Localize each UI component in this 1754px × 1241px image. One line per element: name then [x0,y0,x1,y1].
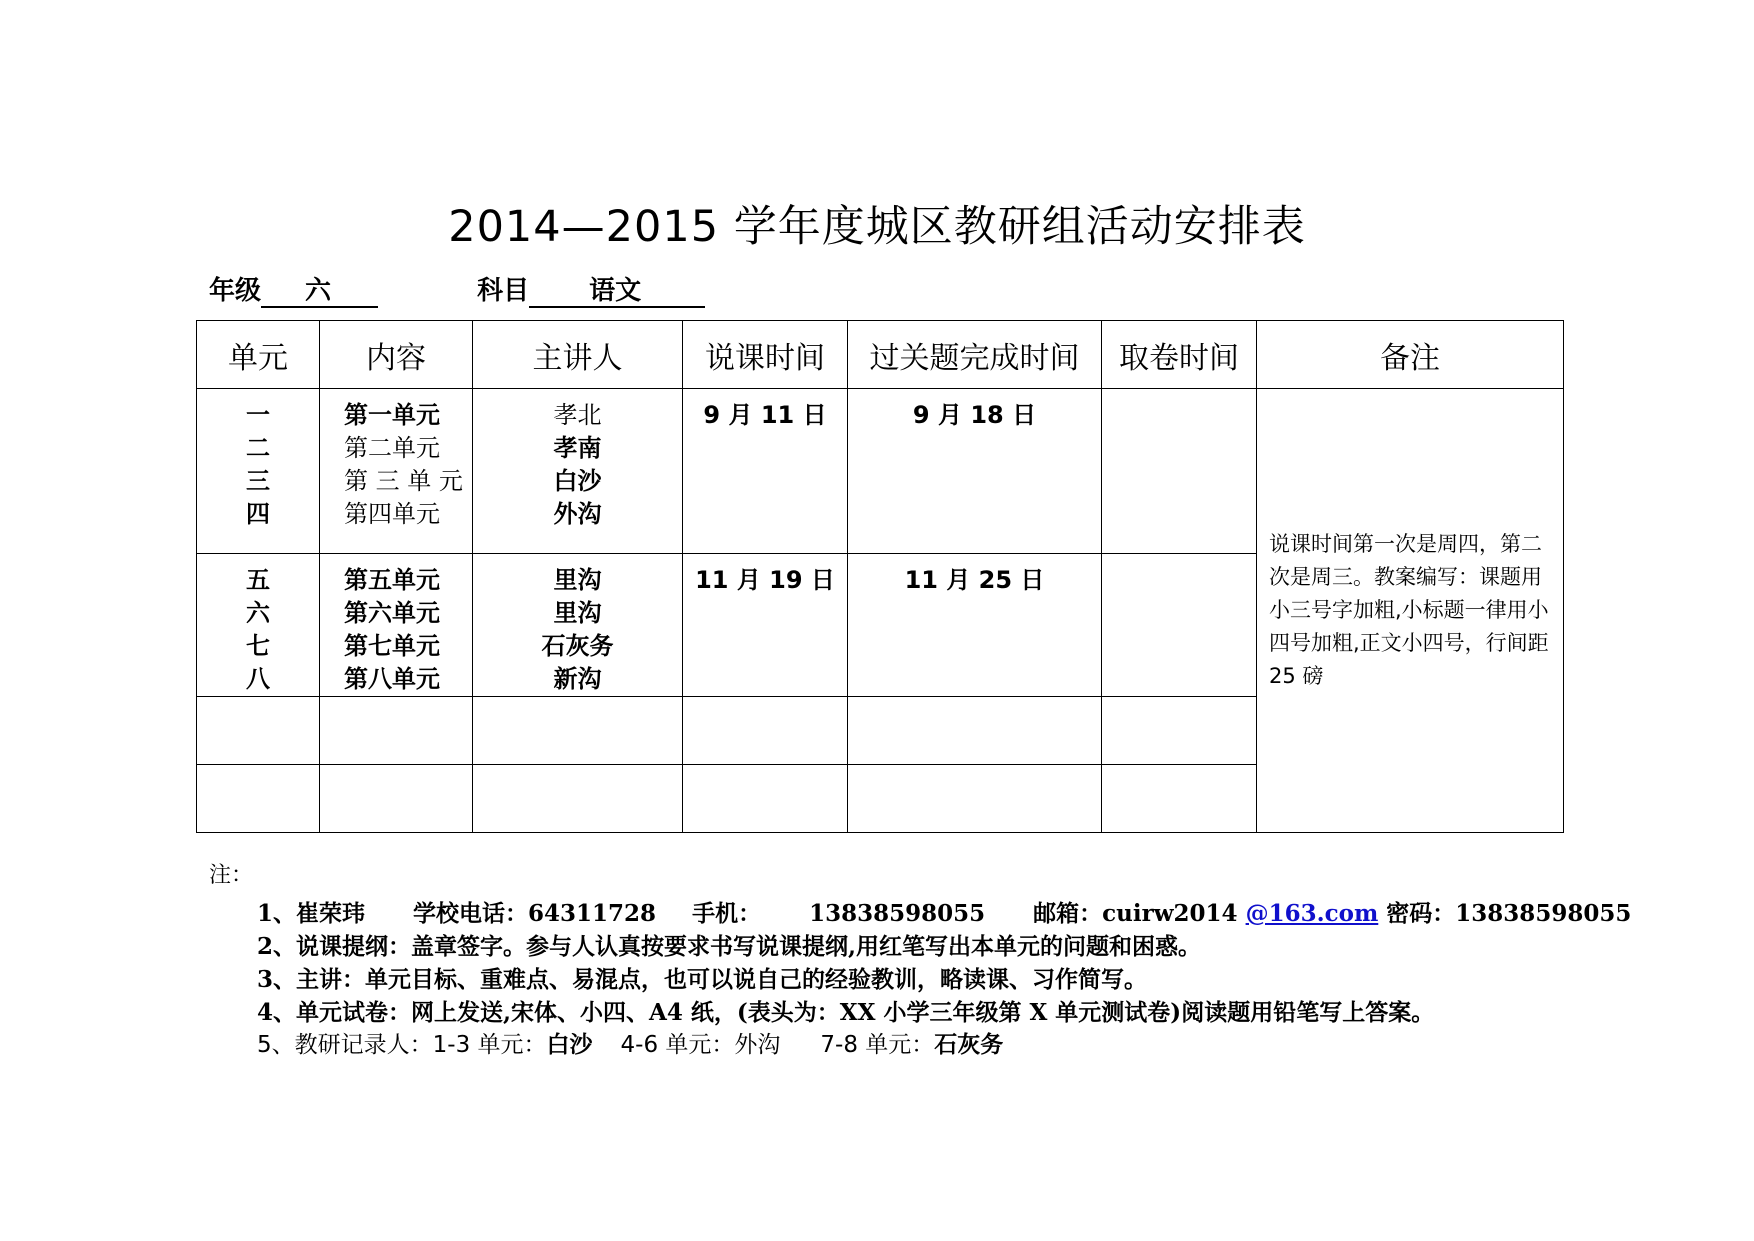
header-quiz-time: 过关题完成时间 [848,321,1102,389]
grade-value: 六 [261,276,378,308]
page-title: 2014—2015 学年度城区教研组活动安排表 [448,202,1306,252]
unit-cell [197,389,320,554]
talk-time-cell [683,389,848,554]
header-content: 内容 [320,321,473,389]
speaker-item: 孝北 [553,401,602,429]
table-row [197,389,1564,554]
content-cell [320,554,473,697]
quiz-time-cell [848,554,1102,697]
speaker-item: 里沟 [553,599,602,627]
content-item: 第一单元 [344,401,440,429]
content-item: 第二单元 [344,434,440,462]
quiz-time: 11 月 25 日 [904,566,1045,594]
unit-cell [197,554,320,697]
meta-row [209,270,705,308]
contact-name: 1、崔荣玮 [257,900,366,927]
schedule-table [196,320,1564,833]
header-remark: 备注 [1257,321,1564,389]
content-item: 第四单元 [344,500,440,528]
collect-time-cell [1102,389,1257,554]
unit-number: 六 [246,599,270,627]
recorder-1: 白沙 [546,1032,593,1058]
recorder-2: 4-6 单元：外沟 [620,1032,781,1058]
notes-section [209,858,1631,1062]
unit-number: 五 [246,566,270,594]
header-unit: 单元 [197,321,320,389]
recorder-3-label: 7-8 单元： [820,1032,935,1058]
speaker-item: 外沟 [553,500,602,528]
content-item: 第 三 单 元 [344,467,463,495]
speaker-item: 孝南 [553,434,602,462]
note-line-5 [209,1029,1631,1062]
note-line-4: 4、单元试卷：网上发送,宋体、小四、A4 纸，(表头为：XX 小学三年级第 X 单元测试卷)阅读题用铅笔写上答案。 [257,999,1435,1026]
speaker-item: 新沟 [553,665,602,693]
content-item: 第六单元 [344,599,440,627]
content-item: 第七单元 [344,632,440,660]
header-talk-time: 说课时间 [683,321,848,389]
speaker-item: 里沟 [553,566,602,594]
quiz-time: 9 月 18 日 [912,401,1037,429]
subject-value: 语文 [529,276,705,308]
email-label: 邮箱：cuirw2014 [1033,900,1238,927]
speaker-cell [473,554,683,697]
header-collect-time: 取卷时间 [1102,321,1257,389]
school-phone: 学校电话：64311728 [413,900,657,927]
quiz-time-cell [848,389,1102,554]
speaker-item: 石灰务 [541,632,614,660]
recorder-prefix: 5、教研记录人：1-3 单元： [257,1032,547,1058]
unit-number: 一 [246,401,270,429]
collect-time-cell [1102,554,1257,697]
content-cell [320,389,473,554]
unit-number: 七 [246,632,270,660]
recorder-3: 石灰务 [934,1032,1004,1058]
grade-label: 年级 [209,276,262,306]
remark-cell: 说课时间第一次是周四，第二次是周三。教案编写：课题用小三号字加粗,小标题一律用小四号加粗,正文小四号，行间距 25 磅 [1257,389,1564,833]
talk-time: 9 月 11 日 [703,401,827,429]
talk-time-cell [683,554,848,697]
content-item: 第八单元 [344,665,440,693]
note-line-3: 3、主讲：单元目标、重难点、易混点，也可以说自己的经验教训，略读课、习作简写。 [257,966,1148,993]
content-item: 第五单元 [344,566,440,594]
unit-number: 二 [246,434,270,462]
note-line-2: 2、说课提纲：盖章签字。参与人认真按要求书写说课提纲,用红笔写出本单元的问题和困惑。 [257,933,1202,960]
subject-label: 科目 [477,276,530,306]
email-link[interactable]: @163.com [1245,900,1379,927]
collect-time [1102,554,1256,564]
password: 密码：13838598055 [1386,900,1632,927]
unit-number: 三 [246,467,270,495]
note-line-1 [209,897,1631,930]
unit-number: 八 [246,665,270,693]
collect-time [1102,389,1256,399]
speaker-cell [473,389,683,554]
mobile-label: 手机： [692,900,762,927]
unit-number: 四 [246,500,270,528]
speaker-item: 白沙 [553,467,602,495]
talk-time: 11 月 19 日 [695,566,835,594]
header-speaker: 主讲人 [473,321,683,389]
mobile-number: 13838598055 [809,900,986,927]
notes-heading: 注： [209,863,254,888]
header-row [197,321,1564,389]
